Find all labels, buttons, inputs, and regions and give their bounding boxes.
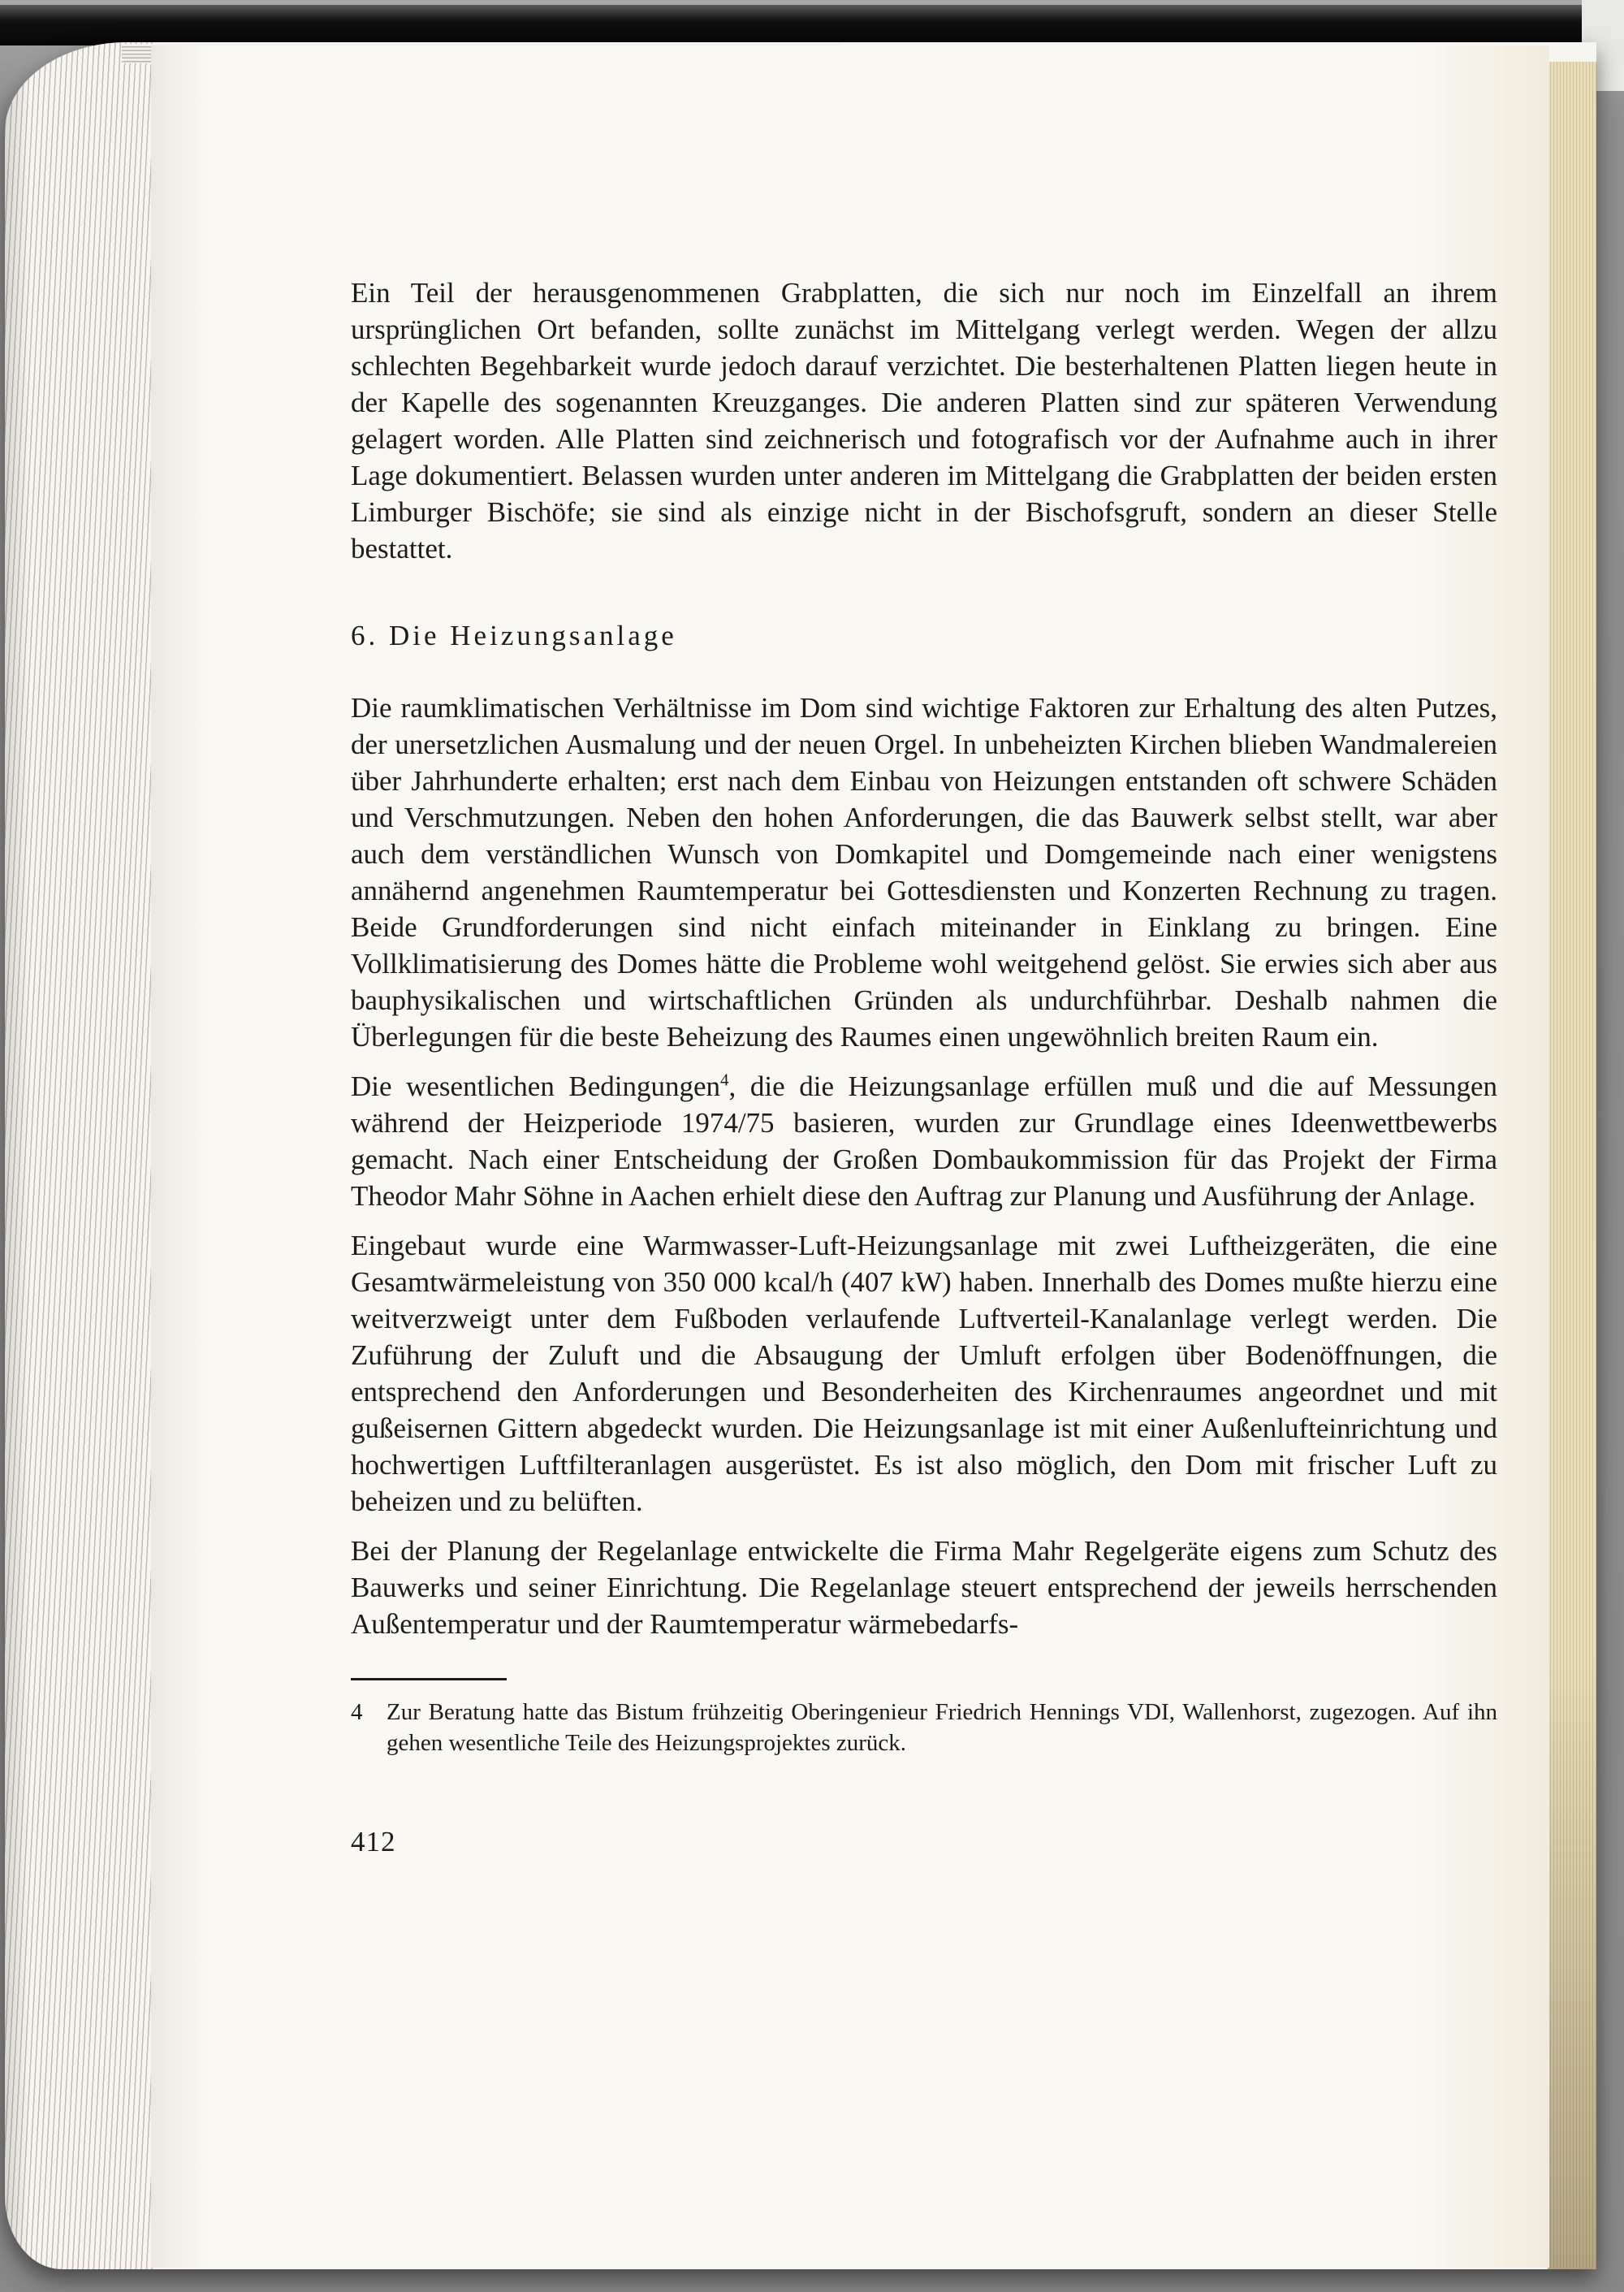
book-top-shadow — [0, 5, 1624, 45]
paragraph-control-system: Bei der Planung der Regelanlage entwickelte die Firma Mahr Regelgeräte eigens zum Schutz des Bauwerks und seiner Einrichtung. Die Regelanlage steuert entsprechend der jeweils herrschenden Außentemperatur und der Raumtemperatur wärmebedarfs- — [351, 1535, 1497, 1640]
footnote-ref: 4 — [720, 1070, 729, 1090]
paragraph-heating-installation: Eingebaut wurde eine Warmwasser-Luft-Heizungsanlage mit zwei Luftheizgeräten, die eine Gesamtwärmeleistung von 350 000 kcal/h (407 kW) haben. Innerhalb des Domes mußte hierzu eine weitverzweigt unter dem Fußboden verlaufende Luftverteil-Kanalanlage verlegt werden. Die Zuführung der Zuluft und die Absaugung der Umluft erfolgen über Bodenöffnungen, die entsprechend den Anforderungen und Besonderheiten des Kirchenraumes angeordnet und mit gußeisernen Gittern abgedeckt wurden. Die Heizungsanlage ist mit einer Außenlufteinrichtung und hochwertigen Luftfilteranlagen ausgerüstet. Es ist also möglich, den Dom mit frischer Luft zu beheizen und zu belüften. — [351, 1230, 1497, 1517]
text-block — [351, 275, 1497, 1860]
footnote — [351, 1697, 1497, 1758]
footnote-marker: 4 — [351, 1699, 363, 1725]
page-number: 412 — [351, 1826, 396, 1857]
left-page-edges — [5, 42, 156, 2269]
footnote-separator — [351, 1678, 507, 1680]
right-fore-edge — [1548, 62, 1596, 2269]
paragraph-grave-slabs: Ein Teil der herausgenommenen Grabplatten, die sich nur noch im Einzelfall an ihrem ursprünglichen Ort befanden, sollte zunächst im Mittelgang verlegt werden. Wegen der allzu schlechten Begehbarkeit wurde jedoch darauf verzichtet. Die besterhaltenen Platten liegen heute in der Kapelle des sogenannten Kreuzganges. Die anderen Platten sind zur späteren Verwendung gelagert worden. Alle Platten sind zeichnerisch und fotografisch vor der Aufnahme auch in ihrer Lage dokumentiert. Belassen wurden unter anderen im Mittelgang die Grabplatten der beiden ersten Limburger Bischöfe; sie sind als einzige nicht in der Bischofsgruft, sondern an dieser Stelle bestattet. — [351, 277, 1497, 564]
paragraph-text-before-ref: Die wesentlichen Bedingungen — [351, 1070, 721, 1102]
paragraph-room-climate: Die raumklimatischen Verhältnisse im Dom sind wichtige Faktoren zur Erhaltung des alten Putzes, der unersetzlichen Ausmalung und der neuen Orgel. In unbeheizten Kirchen blieben Wandmalereien über Jahrhunderte erhalten; erst nach dem Einbau von Heizungen entstanden oft schwere Schäden und Verschmutzungen. Neben den hohen Anforderungen, die das Bauwerk selbst stellt, war aber auch dem verständlichen Wunsch von Domkapitel und Domgemeinde nach einer wenigstens annähernd angenehmen Raumtemperatur bei Gottesdiensten und Konzerten Rechnung zu tragen. Beide Grundforderungen sind nicht einfach miteinander in Einklang zu bringen. Eine Vollklimatisierung des Domes hätte die Probleme wohl weitgehend gelöst. Sie erwies sich aber aus bauphysikalischen und wirtschaftlichen Gründen als undurchführbar. Deshalb nahmen die Überlegungen für die beste Beheizung des Raumes einen ungewöhnlich breiten Raum ein. — [351, 692, 1497, 1053]
section-heading: 6. Die Heizungsanlage — [351, 620, 677, 651]
paragraph-text-after-ref: , die die Heizungsanlage erfüllen muß und die auf Messungen während der Heizperiode 1974/75 basieren, wurden zur Grundlage eines Ideenwettbewerbs gemacht. Nach einer Entscheidung der Großen Dombaukommission für das Projekt der Firma Theodor Mahr Söhne in Aachen erhielt diese den Auftrag zur Planung und Ausführung der Anlage. — [351, 1070, 1497, 1212]
footnote-text: Zur Beratung hatte das Bistum frühzeitig Oberingenieur Friedrich Hennings VDI, Wallenhorst, zugezogen. Auf ihn gehen wesentliche Teile des Heizungsprojektes zurück. — [387, 1699, 1497, 1756]
paragraph-requirements — [351, 1068, 1497, 1214]
